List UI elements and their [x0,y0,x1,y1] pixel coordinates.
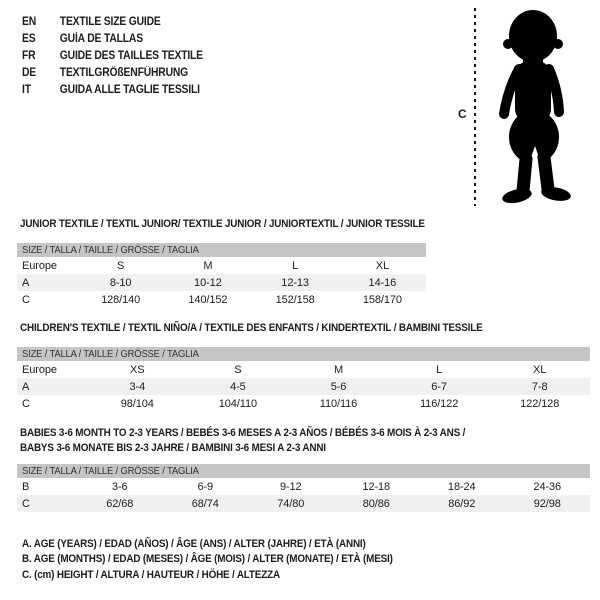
baby-silhouette [485,7,587,207]
table-cell: 18-24 [447,480,476,493]
table-cell: 158/170 [362,293,402,306]
table-row [17,257,426,274]
language-row [22,82,203,99]
table-cell: 80/86 [362,497,390,510]
table-title-line: BABIES 3-6 MONTH TO 2-3 YEARS / BEBÉS 3-6 MESES A 2-3 AÑOS / BÉBÉS 3-6 MOIS À 2-3 ANS / [20,427,466,439]
table-cell: 116/122 [419,397,459,410]
table-cell: 12-13 [281,276,309,289]
table-cell: 9-12 [279,480,302,493]
legend-line: B. AGE (MONTHS) / EDAD (MESES) / ÂGE (MOIS) / ALTER (MONATE) / ETÀ (MESI) [22,553,393,566]
table-cell: 6-7 [431,380,447,393]
table-cell: 6-9 [197,480,214,493]
language-row [22,31,203,48]
babies-textile-table [17,426,590,512]
row-label: C [22,397,30,410]
row-label: Europe [22,259,57,272]
size-header-bar [17,464,590,478]
table-cell: 62/68 [106,497,134,510]
table-cell: 98/104 [120,397,154,410]
table-cell: L [436,363,443,376]
language-title-list [22,14,223,99]
table-row [17,291,426,308]
table-cell: 24-36 [533,480,562,493]
childrens-textile-table [17,321,590,412]
row-label: C [22,293,30,306]
table-title [20,217,426,232]
table-cell: XL [533,363,547,376]
legend-line: C. (cm) HEIGHT / ALTURA / HAUTEUR / HÖHE / ALTEZZA [22,568,280,581]
legend-line: A. AGE (YEARS) / EDAD (AÑOS) / ÂGE (ANS) / ALTER (JAHRE) / ETÀ (ANNI) [22,538,366,550]
row-label: C [22,497,30,510]
language-title: GUIDA ALLE TAGLIE TESSILI [59,84,200,96]
table-cell: 122/128 [520,397,560,410]
language-row [22,14,203,31]
table-cell: S [234,363,242,376]
table-cell: 128/140 [101,293,141,306]
language-code: ES [22,33,36,45]
measure-legend [22,537,434,583]
language-row [22,65,203,82]
language-title: TEXTILE SIZE GUIDE [59,16,161,28]
language-code: FR [22,50,36,62]
size-header-label: SIZE / TALLA / TAILLE / GRÖSSE / TAGLIA [22,244,199,256]
table-cell: 110/116 [319,397,358,410]
language-row [22,48,203,65]
table-cell: 7-8 [531,380,548,393]
table-rows [17,257,426,308]
size-header-bar [17,243,426,257]
table-rows [17,361,590,412]
table-cell: 8-10 [109,276,132,289]
size-header-label: SIZE / TALLA / TAILLE / GRÖSSE / TAGLIA [22,465,199,477]
table-title [20,321,590,336]
table-title-line: BABYS 3-6 MONATE BIS 2-3 JAHRE / BAMBINI 3-6 MESI A 2-3 ANNI [20,442,326,454]
table-title [20,426,590,456]
table-cell: 14-16 [368,276,397,289]
language-code: DE [22,67,37,79]
table-cell: 3-6 [111,480,128,493]
table-cell: 3-4 [129,380,146,393]
table-cell: XS [130,363,145,376]
table-cell: 104/110 [218,397,258,410]
table-row [17,478,590,495]
table-cell: 10-12 [194,276,222,289]
table-cell: 4-5 [230,380,246,393]
junior-textile-table [17,217,426,308]
table-cell: 92/98 [533,497,561,510]
table-cell: M [203,259,213,272]
row-label: A [22,380,30,393]
table-row [17,361,590,378]
table-cell: 86/92 [448,497,476,510]
table-cell: 74/80 [277,497,305,510]
table-row [17,378,590,395]
table-cell: 5-6 [330,380,347,393]
table-cell: 68/74 [191,497,219,510]
size-header-bar [17,347,590,361]
row-label: A [22,276,30,289]
table-cell: XL [375,259,389,272]
table-cell: 12-18 [362,480,391,493]
language-title: GUÍA DE TALLAS [59,33,143,45]
table-title-line: JUNIOR TEXTILE / TEXTIL JUNIOR/ TEXTILE JUNIOR / JUNIORTEXTIL / JUNIOR TESSILE [20,218,425,230]
table-cell: 140/152 [188,293,228,306]
table-row [17,495,590,512]
table-rows [17,478,590,512]
table-cell: L [292,259,299,272]
table-row [17,395,590,412]
row-label: B [22,480,30,493]
table-row [17,274,426,291]
language-title: GUIDE DES TAILLES TEXTILE [59,50,203,62]
table-cell: M [333,363,344,376]
height-measure-label: C [458,107,467,121]
language-title: TEXTILGRÖßENFÜHRUNG [59,67,189,79]
language-code: EN [22,16,37,28]
height-dashed-line [474,8,476,206]
table-cell: 152/158 [275,293,315,306]
table-cell: S [117,259,125,272]
row-label: Europe [22,363,57,376]
table-title-line: CHILDREN'S TEXTILE / TEXTIL NIÑO/A / TEXTILE DES ENFANTS / KINDERTEXTIL / BAMBINI TESSILE [20,322,483,334]
size-header-label: SIZE / TALLA / TAILLE / GRÖSSE / TAGLIA [22,348,199,360]
language-code: IT [22,84,31,96]
